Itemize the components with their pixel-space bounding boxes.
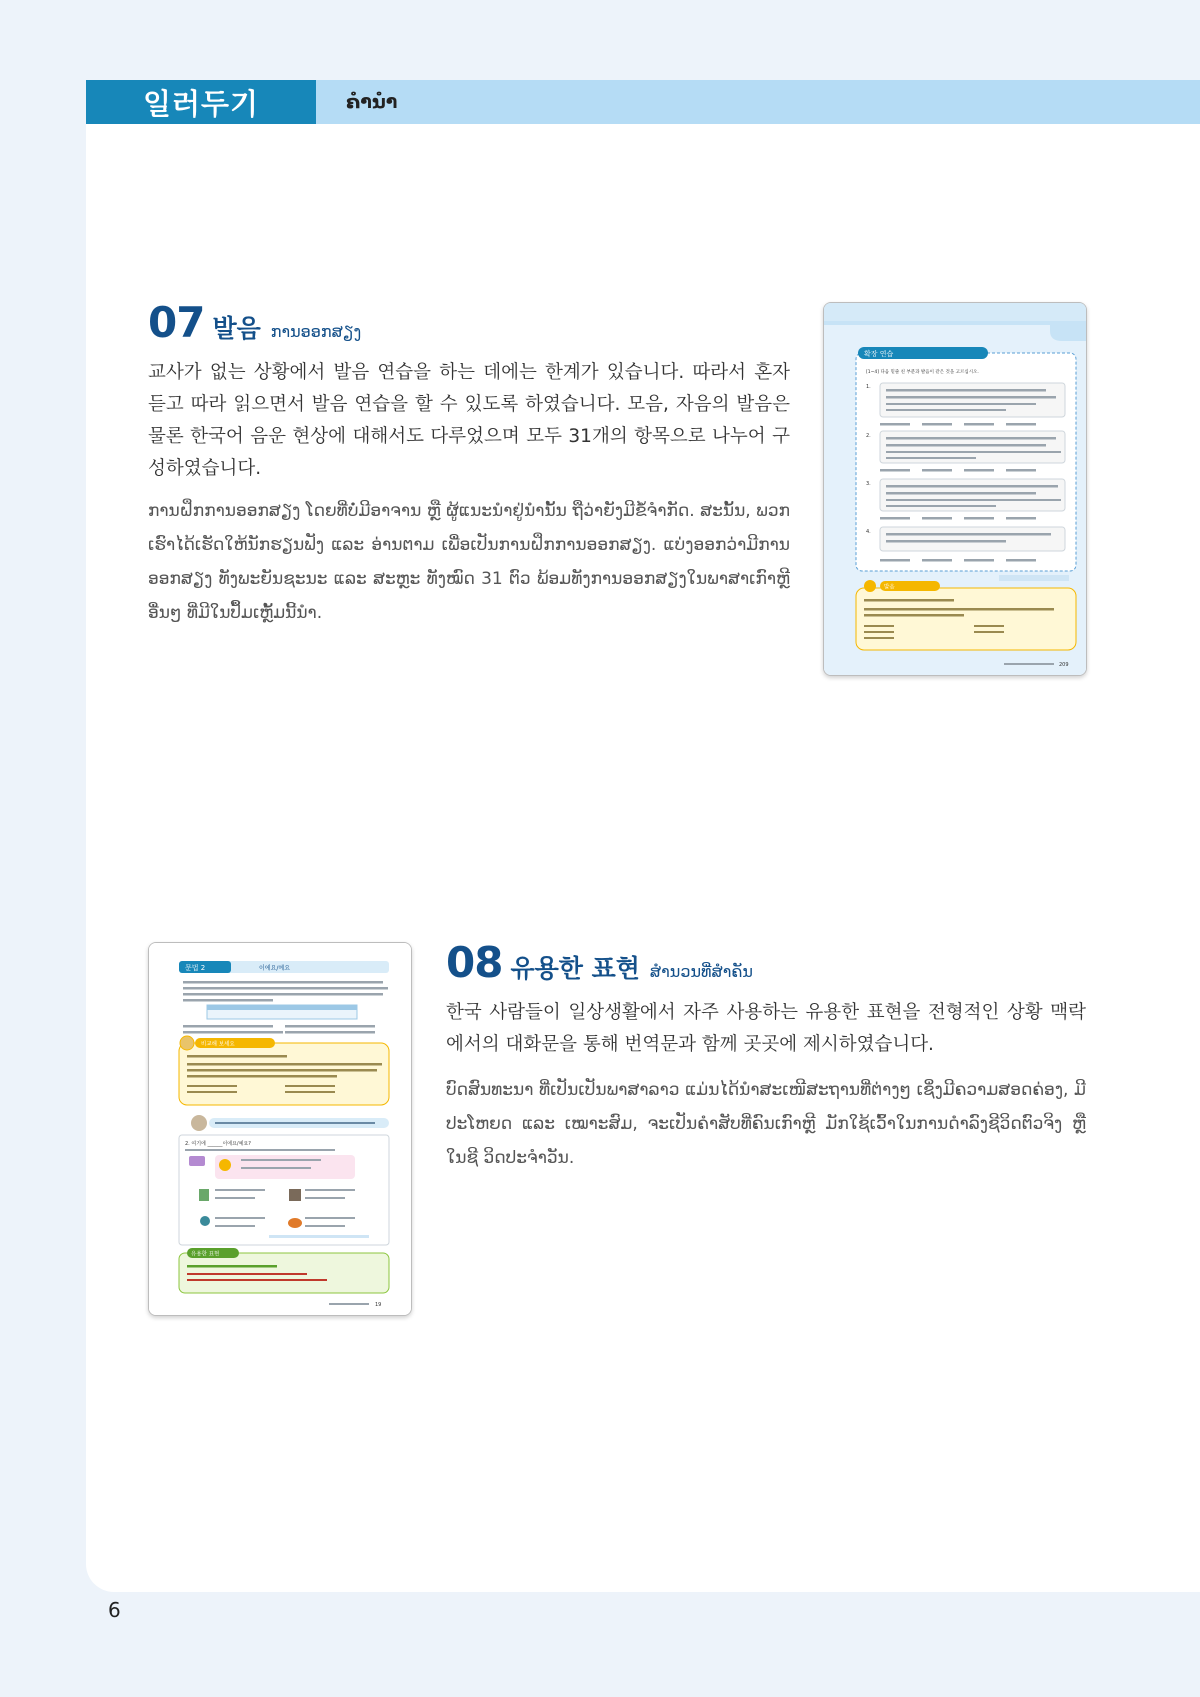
header-tab-label: 일러두기: [142, 86, 260, 121]
thumbnail1-tab: 확장 연습: [864, 350, 894, 358]
thumbnail2-heading: 이에요/예요: [259, 965, 291, 972]
thumbnail1-q2: 2.: [866, 433, 871, 439]
section-07-title-lo: ການອອກສຽງ: [270, 322, 362, 341]
thumbnail1-q1: 1.: [866, 384, 871, 390]
page-number: 6: [108, 1598, 121, 1622]
thumbnail2-page-number: 19: [375, 1302, 382, 1308]
section-08-body-lo: ບົດສົນທະນາ ທີ່ເປັນເປັນພາສາລາວ ແມ່ນໄດ້ນຳສະເໜີສະຖານທີ່ຕ່າງໆ ເຊິ່ງມີຄວາມສອດຄ່ອງ, ມີປະໂຫຍດ ແລະ ເໝາະສົມ, ຈະເປັນຄຳສັບທີ່ຄົນເກົາຫຼີ ມັກໃຊ້ເວົ້າໃນການດຳລົງຊີວິດຕົວຈິງ ຫຼື ໃນຊີ ວິດປະຈຳວັນ.: [446, 1080, 1086, 1168]
thumbnail1-q4: 4.: [866, 529, 871, 535]
section-08-title-lo: ສຳນວນທີ່ສຳຄັນ: [649, 962, 753, 981]
thumbnail1-q3: 3.: [866, 481, 871, 487]
thumbnail-pronunciation-drawing: [824, 303, 1086, 675]
section-08-title-ko: 유용한 표현: [510, 954, 640, 983]
section-08-body-ko: 한국 사람들이 일상생활에서 자주 사용하는 유용한 표현을 전형적인 상황 맥락에서의 대화문을 통해 번역문과 함께 곳곳에 제시하였습니다.: [446, 1002, 1086, 1055]
section-07-body-lo: ການຝຶກການອອກສຽງ ໂດຍທີ່ບໍ່ມີອາຈານ ຫຼື ຜູ້ແນະນຳຢູ່ນຳນັ້ນ ຖືວ່າຍັງມີຂໍ້ຈຳກັດ. ສະນັ້ນ, ພວກເຮົາໄດ້ເຮັດໃຫ້ນັກຮຽນຟັງ ແລະ ອ່ານຕາມ ເພື່ອເປັນການຝຶກການອອກສຽງ. ແບ່ງອອກວ່າມີການອອກສຽງ ທັງພະຍັນຊະນະ ແລະ ສະຫຼະ ທັງໝົດ 31 ຕົວ ພ້ອມທັງການອອກສຽງໃນພາສາເກົາຫຼີອື່ນໆ ທີ່ມີໃນປຶ້ມເຫຼັ້ມນີ້ນຳ.: [148, 501, 790, 623]
section-07-body-ko: 교사가 없는 상황에서 발음 연습을 하는 데에는 한계가 있습니다. 따라서 혼자 듣고 따라 읽으면서 발음 연습을 할 수 있도록 하였습니다. 모음, 자음의 발음은 물론 한국어 음운 현상에 대해서도 다루었으며 모두 31개의 항목으로 나누어 구성하였습니다.: [148, 362, 790, 479]
thumbnail1-instruction: [1~4] 다음 밑줄 친 부분과 발음이 같은 것을 고르십시오.: [866, 370, 979, 375]
thumbnail-pronunciation-page: [823, 302, 1087, 676]
section-08-title: [446, 938, 753, 987]
section-08-number: 08: [446, 938, 503, 987]
header-tab: [86, 80, 316, 124]
thumbnail-grammar-drawing: [149, 943, 411, 1315]
thumbnail2-question: 2. 여기에 ______이에요/예요?: [185, 1141, 251, 1147]
section-07-number: 07: [148, 298, 205, 347]
thumbnail-grammar-page: [148, 942, 412, 1316]
section-07-title: [148, 298, 361, 347]
section-07-title-ko: 발음: [212, 314, 261, 343]
thumbnail1-box-tab: 발음: [884, 584, 895, 591]
thumbnail2-useful-label: 유용한 표현: [191, 1251, 220, 1258]
header-subtitle: ຄຳນຳ: [346, 91, 398, 113]
thumbnail2-compare-label: 비교해 보세요: [201, 1041, 235, 1048]
thumbnail2-tab: 문법 2: [185, 964, 206, 972]
thumbnail1-page-number: 209: [1059, 662, 1069, 668]
